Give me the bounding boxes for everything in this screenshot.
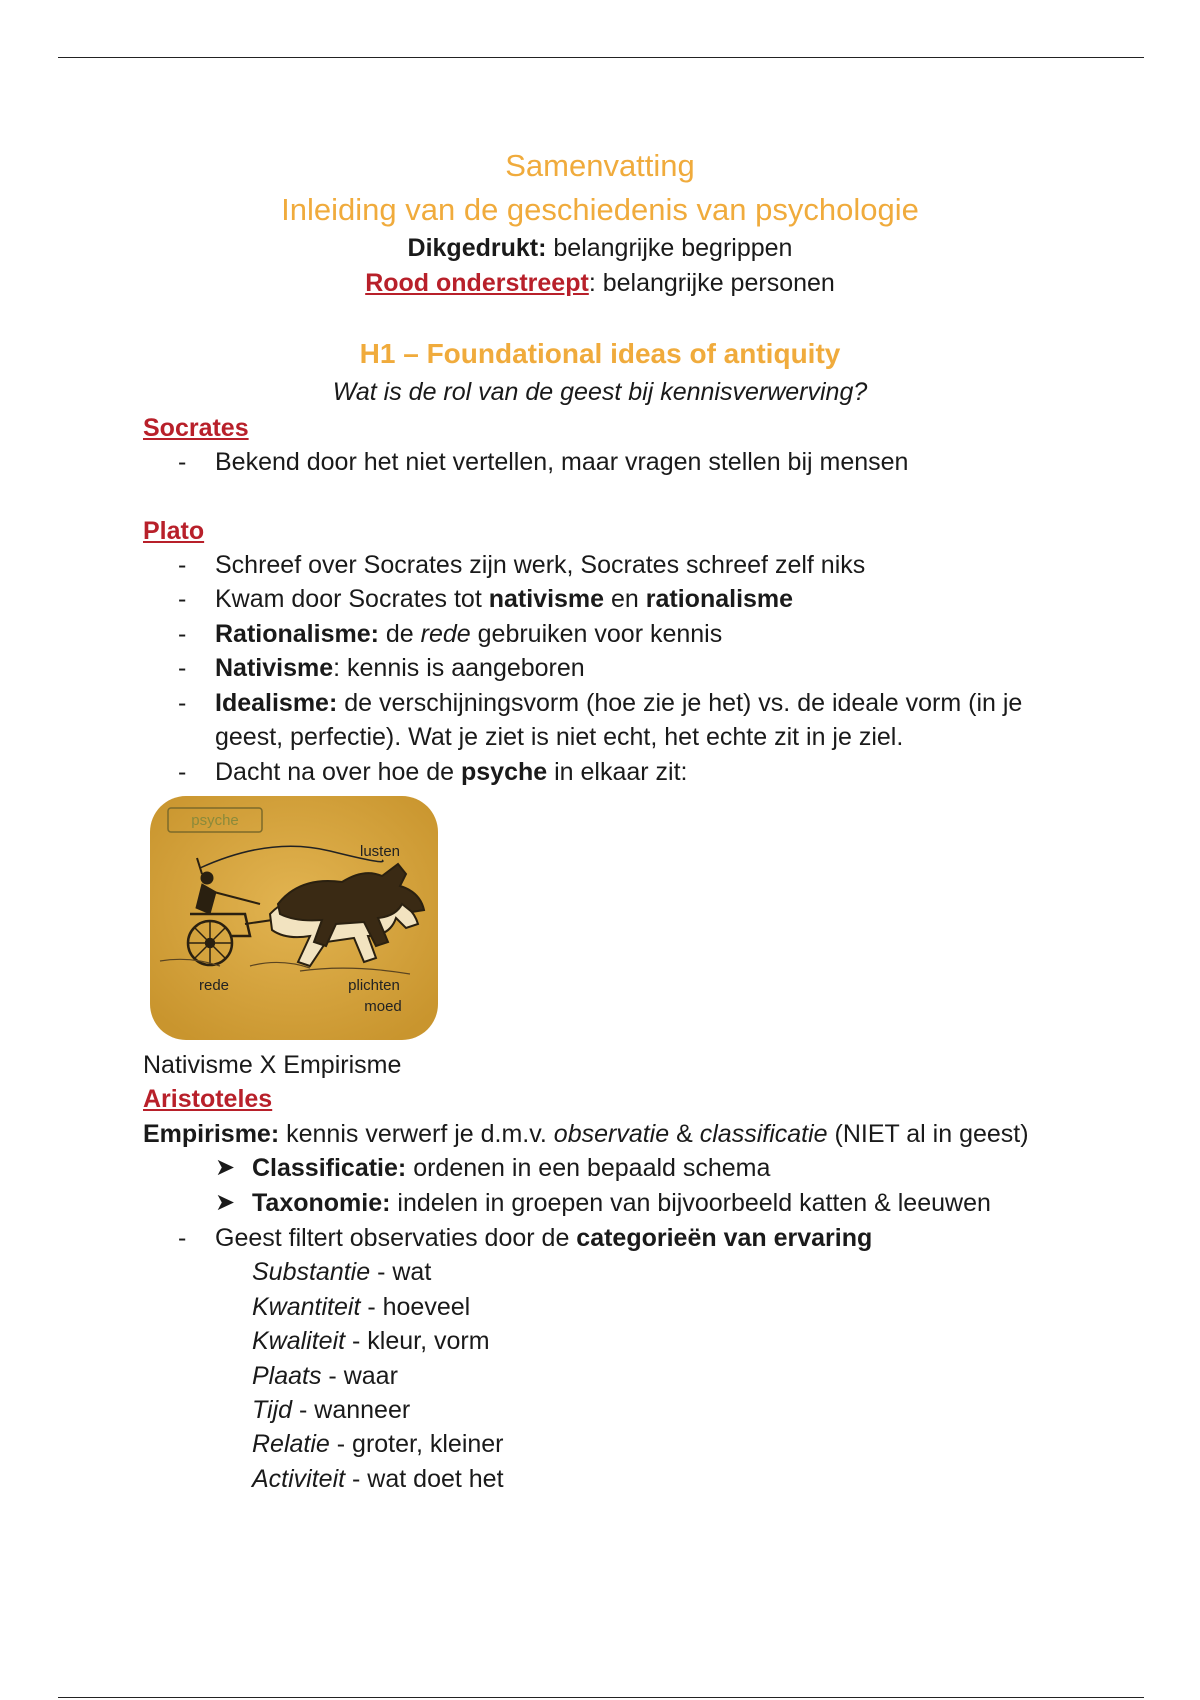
legend-bold — [0, 232, 1200, 264]
category-desc: - kleur, vorm — [345, 1327, 490, 1355]
plato-bullet-3 — [215, 618, 722, 650]
legend-red-term: Rood onderstreept — [365, 269, 589, 297]
term-rationalisme-def: Rationalisme: — [215, 620, 379, 648]
category-item — [252, 1463, 504, 1495]
text: de verschijningsvorm (hoe zie je het) vs. de ideale vorm (in je — [337, 689, 1023, 717]
chariot-allegory-figure — [150, 796, 438, 1040]
term-rationalisme: rationalisme — [645, 585, 794, 613]
category-desc: - waar — [321, 1362, 398, 1390]
label-moed: moed — [364, 998, 402, 1015]
socrates-bullet-1: Bekend door het niet vertellen, maar vragen stellen bij mensen — [215, 448, 909, 476]
category-name: Relatie — [252, 1430, 330, 1458]
text: (NIET al in geest) — [827, 1120, 1029, 1148]
arrow-bullet-icon: ➤ — [215, 1154, 236, 1181]
legend-red-desc: : belangrijke personen — [588, 269, 835, 297]
plato-bullet-2 — [215, 583, 793, 615]
category-name: Activiteit — [252, 1465, 346, 1493]
contrast-line: Nativisme X Empirisme — [143, 1051, 402, 1079]
category-item — [252, 1325, 490, 1357]
plato-bullet-4 — [215, 652, 585, 684]
legend-bold-term: Dikgedrukt: — [407, 234, 547, 262]
legend-red — [0, 267, 1200, 299]
term-taxonomie: Taxonomie: — [252, 1189, 391, 1217]
category-item — [252, 1394, 410, 1426]
term-psyche: psyche — [461, 758, 548, 786]
person-plato: Plato — [143, 517, 205, 545]
label-plichten: plichten — [348, 977, 400, 994]
category-name: Plaats — [252, 1362, 322, 1390]
category-item — [252, 1256, 431, 1288]
term-classificatie: Classificatie: — [252, 1154, 407, 1182]
term-idealisme: Idealisme: — [215, 689, 338, 717]
plato-bullet-1: Schreef over Socrates zijn werk, Socrates schreef zelf niks — [215, 551, 866, 579]
term-categorieen: categorieën van ervaring — [576, 1224, 873, 1252]
aristoteles-sub-2 — [252, 1187, 991, 1219]
category-item — [252, 1360, 398, 1392]
empirisme-definition — [143, 1118, 1029, 1150]
aristoteles-bullet-categories — [215, 1222, 872, 1254]
label-lusten: lusten — [359, 843, 401, 860]
dash-marker: - — [178, 654, 187, 682]
category-name: Tijd — [252, 1396, 293, 1424]
person-socrates: Socrates — [143, 414, 249, 442]
category-desc: - wanneer — [292, 1396, 411, 1424]
term-nativisme: nativisme — [488, 585, 605, 613]
dash-marker: - — [178, 551, 187, 579]
text: observatie — [553, 1120, 670, 1148]
plato-bullet-6 — [215, 756, 688, 788]
label-psyche: psyche — [191, 812, 239, 829]
category-item — [252, 1291, 470, 1323]
text: gebruiken voor kennis — [470, 620, 723, 648]
dash-marker: - — [178, 448, 187, 476]
chapter-question: Wat is de rol van de geest bij kennisverwerving? — [332, 378, 868, 406]
plato-bullet-5 — [215, 687, 1022, 719]
dash-marker: - — [178, 620, 187, 648]
dash-marker: - — [178, 758, 187, 786]
category-name: Kwantiteit — [252, 1293, 361, 1321]
arrow-bullet-icon: ➤ — [215, 1189, 236, 1216]
text: & — [669, 1120, 700, 1148]
category-item — [252, 1428, 504, 1460]
text: Dacht na over hoe de — [215, 758, 461, 786]
dash-marker: - — [178, 1224, 187, 1252]
text: : kennis is aangeboren — [333, 654, 585, 682]
category-desc: - wat doet het — [345, 1465, 504, 1493]
text: indelen in groepen van bijvoorbeeld katten & leeuwen — [390, 1189, 991, 1217]
label-rede: rede — [198, 977, 230, 994]
text: en — [604, 585, 646, 613]
chapter-heading: H1 – Foundational ideas of antiquity — [359, 338, 841, 369]
dash-marker: - — [178, 689, 187, 717]
text: classificatie — [699, 1120, 828, 1148]
term-empirisme: Empirisme: — [143, 1120, 280, 1148]
category-name: Substantie — [252, 1258, 371, 1286]
category-name: Kwaliteit — [252, 1327, 346, 1355]
page-title: Samenvatting — [505, 148, 695, 183]
page-subtitle: Inleiding van de geschiedenis van psychologie — [281, 192, 919, 227]
text: kennis verwerf je d.m.v. — [279, 1120, 554, 1148]
text: ordenen in een bepaald schema — [406, 1154, 771, 1182]
category-desc: - wat — [370, 1258, 432, 1286]
text: rede — [420, 620, 471, 648]
category-desc: - groter, kleiner — [329, 1430, 504, 1458]
bottom-rule — [58, 1697, 1144, 1698]
text: Kwam door Socrates tot — [215, 585, 489, 613]
category-desc: - hoeveel — [360, 1293, 471, 1321]
plato-bullet-5-cont: geest, perfectie). Wat je ziet is niet echt, het echte zit in je ziel. — [215, 723, 904, 751]
dash-marker: - — [178, 585, 187, 613]
person-aristoteles: Aristoteles — [143, 1085, 273, 1113]
top-rule — [58, 57, 1144, 58]
text: de — [378, 620, 421, 648]
text: Geest filtert observaties door de — [215, 1224, 577, 1252]
aristoteles-sub-1 — [252, 1152, 770, 1184]
text: in elkaar zit: — [547, 758, 688, 786]
term-nativisme-def: Nativisme — [215, 654, 334, 682]
legend-bold-desc: belangrijke begrippen — [546, 234, 793, 262]
